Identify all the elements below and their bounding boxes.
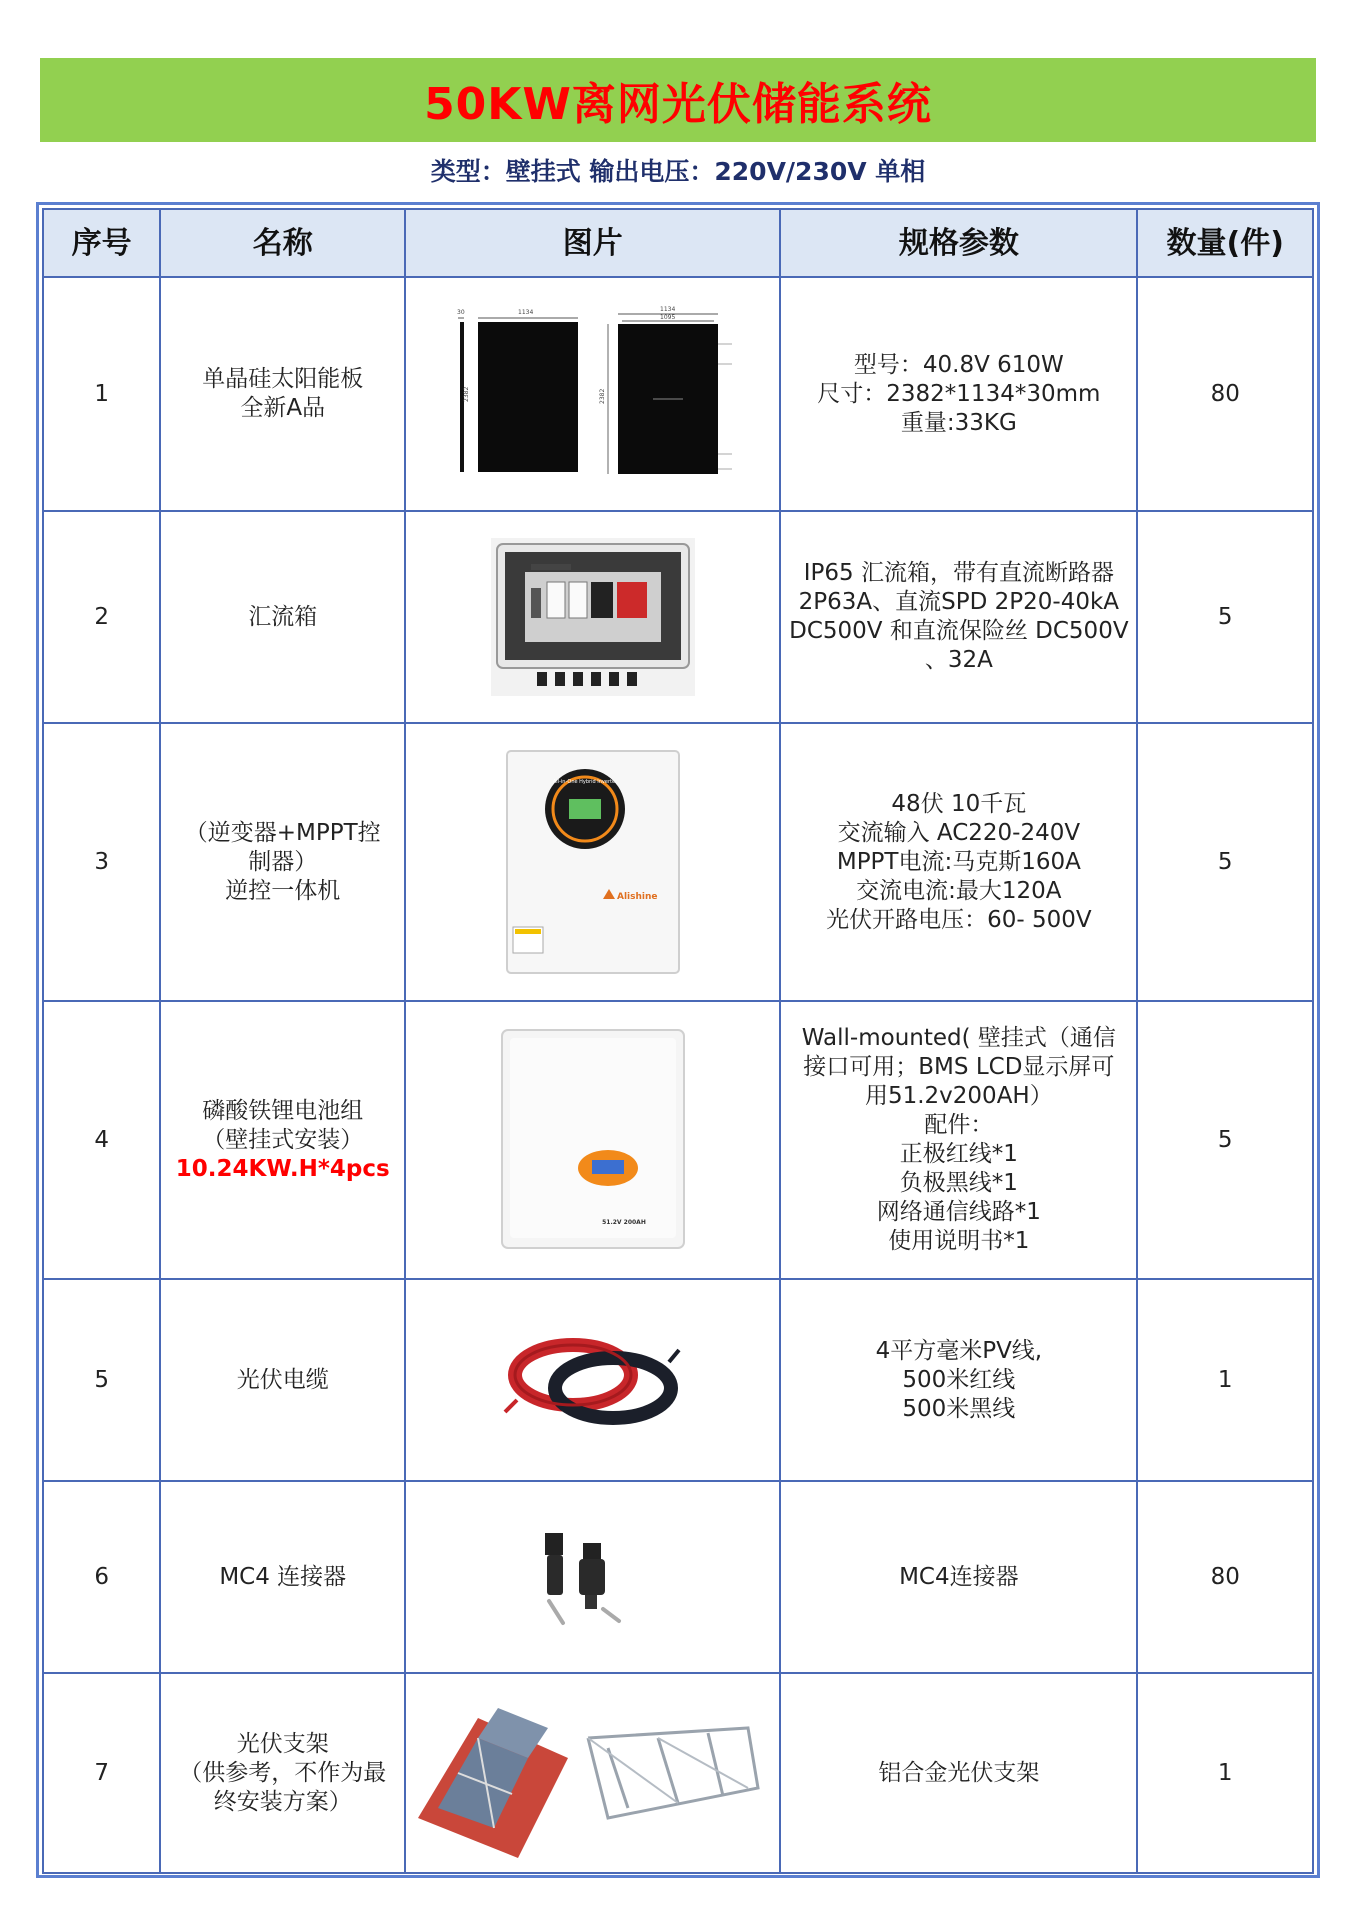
- row-qty: 80: [1137, 1481, 1313, 1673]
- row-name: 磷酸铁锂电池组 （壁挂式安装） 10.24KW.H*4pcs: [160, 1001, 405, 1279]
- row-qty: 1: [1137, 1673, 1313, 1873]
- table-header-row: [43, 209, 1313, 277]
- product-table-frame: [36, 202, 1320, 1878]
- table-row: [43, 1481, 1313, 1673]
- row-no: 7: [43, 1673, 160, 1873]
- row-name: 光伏电缆: [160, 1279, 405, 1481]
- row-no: 5: [43, 1279, 160, 1481]
- row-image: [405, 1481, 780, 1673]
- row-no: 3: [43, 723, 160, 1001]
- header-spec: 规格参数: [780, 209, 1137, 277]
- row-image: [405, 1001, 780, 1279]
- row-image: [405, 723, 780, 1001]
- title-banner: [40, 58, 1316, 142]
- header-image: 图片: [405, 209, 780, 277]
- table-row: [43, 277, 1313, 511]
- header-name: 名称: [160, 209, 405, 277]
- row-no: 6: [43, 1481, 160, 1673]
- header-qty: 数量(件): [1137, 209, 1313, 277]
- svg-text:2382: 2382: [462, 386, 470, 402]
- row-spec: MC4连接器: [780, 1481, 1137, 1673]
- svg-text:2382: 2382: [598, 388, 606, 404]
- row-name: 单晶硅太阳能板 全新A品: [160, 277, 405, 511]
- svg-text:1095: 1095: [659, 314, 675, 321]
- row-qty: 1: [1137, 1279, 1313, 1481]
- product-table: [42, 208, 1314, 1874]
- row-qty: 5: [1137, 511, 1313, 723]
- row-image: [405, 1673, 780, 1873]
- row-image: [405, 277, 780, 511]
- row-qty: 80: [1137, 277, 1313, 511]
- row-qty: 5: [1137, 723, 1313, 1001]
- table-row: [43, 1001, 1313, 1279]
- row-spec: Wall-mounted( 壁挂式（通信 接口可用；BMS LCD显示屏可 用51.2v200AH） 配件： 正极红线*1 负极黑线*1 网络通信线路*1 使用说明书*1: [780, 1001, 1137, 1279]
- header-no: 序号: [43, 209, 160, 277]
- row-name: MC4 连接器: [160, 1481, 405, 1673]
- page-subtitle: 类型：壁挂式 输出电压：220V/230V 单相: [430, 157, 926, 186]
- table-row: [43, 511, 1313, 723]
- svg-text:1134: 1134: [517, 309, 533, 316]
- inverter-icon: [503, 749, 683, 975]
- battery-icon: [498, 1028, 688, 1252]
- svg-text:All-in-One Hybrid Inverter: All-in-One Hybrid Inverter: [552, 779, 617, 785]
- row-name: （逆变器+MPPT控 制器） 逆控一体机: [160, 723, 405, 1001]
- capacity-highlight: 10.24KW.H*4pcs: [175, 1155, 390, 1182]
- row-image: [405, 511, 780, 723]
- table-row: [43, 1673, 1313, 1873]
- row-no: 2: [43, 511, 160, 723]
- svg-text:30: 30: [456, 309, 465, 316]
- svg-text:Alishine: Alishine: [616, 892, 658, 902]
- row-spec: 48伏 10千瓦 交流输入 AC220-240V MPPT电流:马克斯160A 交流电流:最大120A 光伏开路电压：60- 500V: [780, 723, 1137, 1001]
- mc4-connector-icon: [523, 1527, 663, 1627]
- row-spec: IP65 汇流箱，带有直流断路器 2P63A、直流SPD 2P20-40kA DC500V 和直流保险丝 DC500V 、32A: [780, 511, 1137, 723]
- solar-panel-drawing-icon: [448, 304, 738, 484]
- row-spec: 铝合金光伏支架: [780, 1673, 1137, 1873]
- page-title: 50KW离网光伏储能系统: [424, 79, 932, 130]
- row-spec: 型号：40.8V 610W 尺寸：2382*1134*30mm 重量:33KG: [780, 277, 1137, 511]
- row-no: 1: [43, 277, 160, 511]
- svg-text:1134: 1134: [659, 306, 675, 313]
- table-row: [43, 1279, 1313, 1481]
- svg-text:51.2V 200AH: 51.2V 200AH: [601, 1219, 646, 1226]
- row-spec: 4平方毫米PV线, 500米红线 500米黑线: [780, 1279, 1137, 1481]
- table-row: [43, 723, 1313, 1001]
- mounting-bracket-icon: [418, 1688, 768, 1858]
- row-name: 汇流箱: [160, 511, 405, 723]
- row-image: [405, 1279, 780, 1481]
- combiner-box-icon: [491, 538, 695, 696]
- row-qty: 5: [1137, 1001, 1313, 1279]
- pv-cable-icon: [503, 1320, 683, 1440]
- row-name: 光伏支架 （供参考，不作为最 终安装方案）: [160, 1673, 405, 1873]
- row-no: 4: [43, 1001, 160, 1279]
